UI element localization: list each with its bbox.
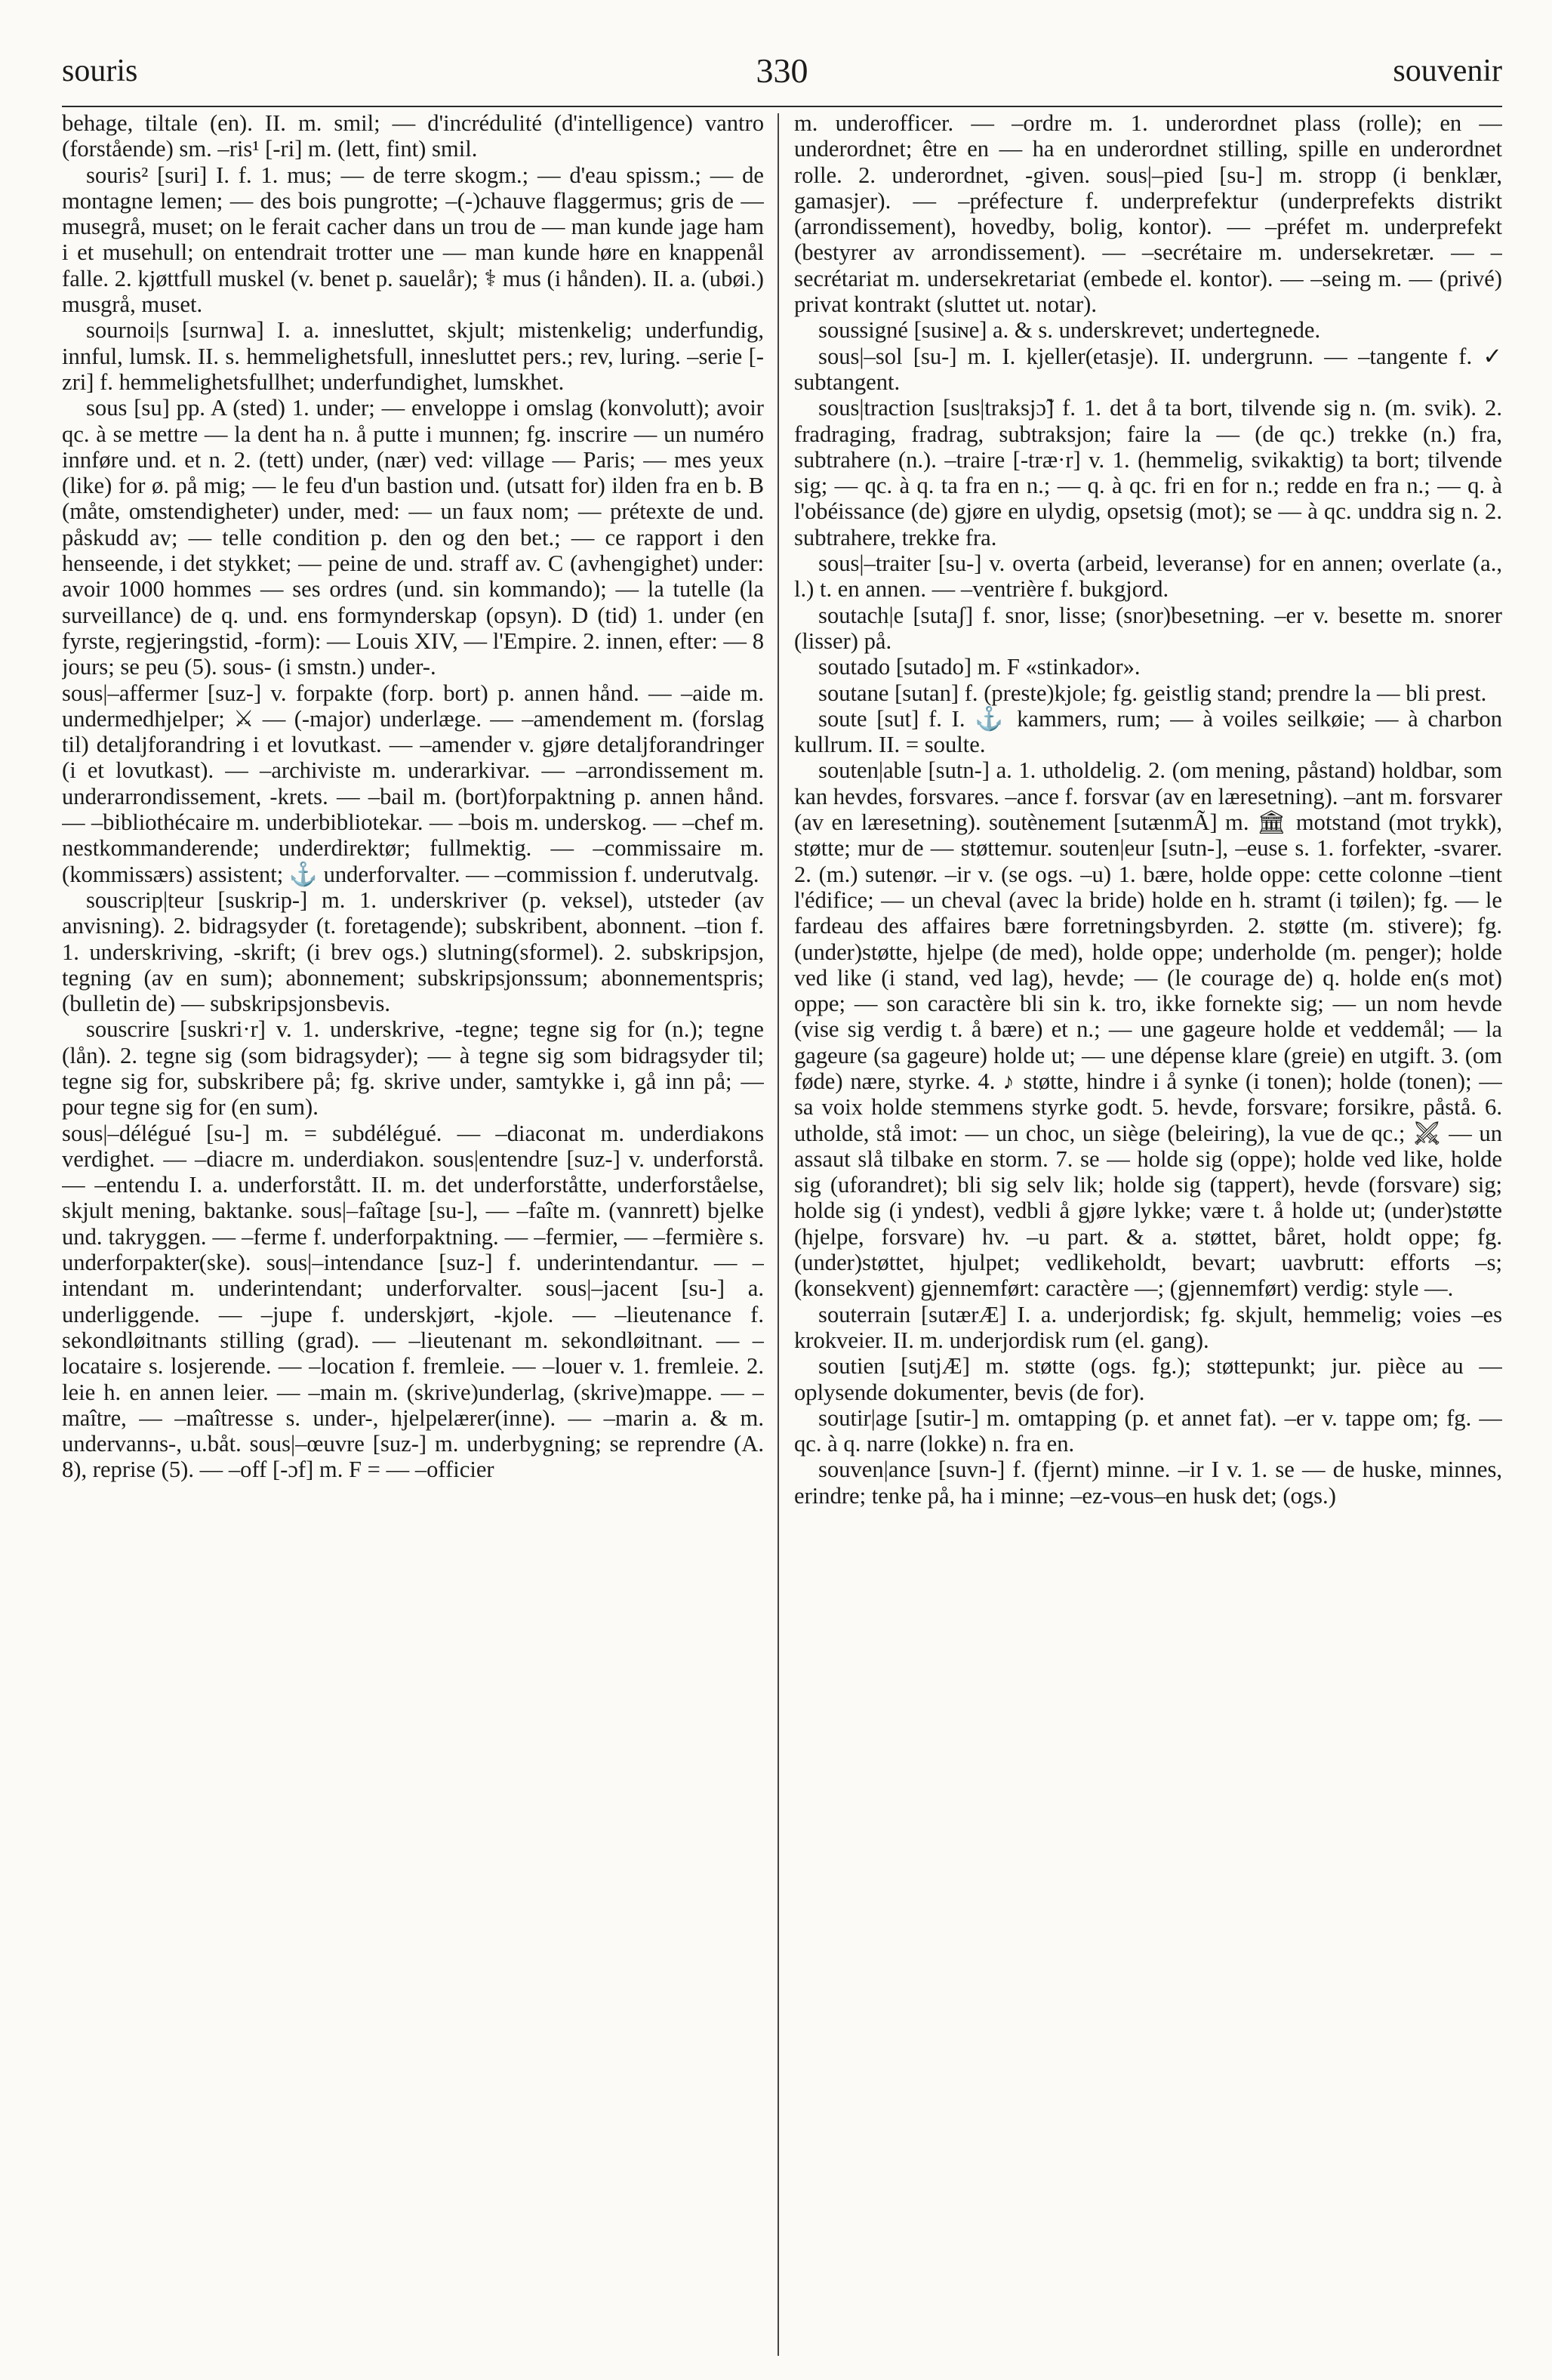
dictionary-entry: soutado [sutado] m. F «stinkador». bbox=[818, 654, 1141, 680]
dictionary-entry: souven|ance [suvn-] f. (fjernt) minne. –ir I v. 1. se — de huske, minnes, erindre; tenke på, ha i minne; –ez-vous–en husk det; (ogs.) bbox=[794, 1457, 1502, 1509]
dictionary-entry: m. underofficer. — –ordre m. 1. underordnet plass (rolle); en — underordnet; être en — ha en underordnet stilling, spille en underordnet rolle. 2. underordnet, -given. sous|–pied [su-] m. stropp (i benklær, gamasjer). — –préfecture f. underprefektur (underprefekts distrikt (arrondissement), hovedby, bolig, kontor). — –préfet m. underprefekt (bestyrer av arrondissement). — –secrétaire m. undersekretær. — –secrétariat m. undersekretariat (embede el. kontor). — –seing m. — (privé) privat kontrakt (sluttet ut. notar). bbox=[794, 110, 1502, 318]
dictionary-entry: souscrip|teur [suskrip-] m. 1. underskriver (p. veksel), utsteder (av anvisning). 2. bidragsyder (t. foretagende); subskribent, abonnent. –tion f. 1. underskriving, -skrift; (i brev ogs.) slutning(sformel). 2. subskripsjon, tegning (av en sum); abonnement; subskripsjonssum; abonnementspris; (bulletin de) — subskripsjonsbevis. bbox=[62, 886, 764, 1017]
running-header bbox=[62, 48, 1502, 94]
dictionary-entry: souterrain [sutærÆ] I. a. underjordisk; fg. skjult, hemmelig; voies –es krokveier. II. m. underjordisk rum (el. gang). bbox=[794, 1301, 1502, 1353]
dictionary-entry: soutach|e [sutaʃ] f. snor, lisse; (snor)besetning. –er v. besette m. snorer (lisser) på. bbox=[794, 602, 1502, 654]
dictionary-entry: souris² [suri] I. f. 1. mus; — de terre skogm.; — d'eau spissm.; — de montagne lemen; — des bois pungrotte; –(-)chauve flaggermus; gris de — musegrå, muset; on le ferait cacher dans un trou de — man kunde jage ham i et musehull; on entendrait trotter une — man kunde høre en knappenål falle. 2. kjøttfull muskel (v. benet p. sauelår); ⚕ mus (i hånden). II. a. (ubøi.) musgrå, muset. bbox=[62, 162, 764, 318]
page-number: 330 bbox=[756, 51, 808, 90]
header-left-guide-word: souris bbox=[62, 54, 138, 88]
column-divider bbox=[778, 113, 779, 2356]
dictionary-entry: soutane [sutan] f. (preste)kjole; fg. geistlig stand; prendre la — bli prest. bbox=[818, 680, 1487, 706]
dictionary-entry: soute [sut] f. I. ⚓ kammers, rum; — à voiles seilkøie; — à charbon kullrum. II. = soulte. bbox=[794, 705, 1502, 758]
dictionary-entry: sournoi|s [surnwa] I. a. innesluttet, skjult; mistenkelig; underfundig, innful, lumsk. II. s. hemmelighetsfull, innesluttet pers.; rev, luring. –serie [-zri] f. hemmelighetsfullhet; underfundighet, lumskhet. bbox=[62, 317, 764, 395]
dictionary-entry: sous|traction [sus|traksjɔ̃] f. 1. det å ta bort, tilvende sig n. (m. svik). 2. fradraging, fradrag, subtraksjon; faire la — (de qc.) trekke (n.) fra, subtrahere (n.). –traire [-træ·r] v. 1. (hemmelig, svikaktig) ta bort; tilvende sig; — qc. à q. ta fra en n.; — q. à qc. fri en for n.; redde en fra n.; — q. à l'obéissance (de) gjøre en ulydig, opsetsig (mot); se — à qc. unddra sig n. 2. subtrahere, trekke fra. bbox=[794, 395, 1502, 550]
dictionary-entry: sous|–délégué [su-] m. = subdélégué. — –diaconat m. underdiakons verdighet. — –diacre m. underdiakon. sous|entendre [suz-] v. underforstå. — –entendu I. a. underforstått. II. m. det underforståtte, underforståelse, skjult mening, baktanke. sous|–faîtage [su-], — –faîte m. (vannrett) bjelke und. takryggen. — –ferme f. underforpaktning. — –fermier, — –fermière s. underforpakter(ske). sous|–intendance [suz-] f. underintendantur. — –intendant m. underintendant; underforvalter. sous|–jacent [su-] a. underliggende. — –jupe f. underskjørt, -kjole. — –lieutenance f. sekondløitnants stilling (grad). — –lieutenant m. sekondløitnant. — –locataire s. losjerende. — –location f. fremleie. — –louer v. 1. fremleie. 2. leie h. en annen leier. — –main m. (skrive)underlag, (skrive)mappe. — –maître, — –maîtresse s. under-, hjelpelærer(inne). — –marin a. & m. undervanns-, u.båt. sous|–œuvre [suz-] m. underbygning; se reprendre (A. 8), reprise (5). — –off [-ɔf] m. F = — –officier bbox=[62, 1120, 764, 1483]
header-right-guide-word: souvenir bbox=[1393, 54, 1502, 88]
dictionary-entry: behage, tiltale (en). II. m. smil; — d'incrédulité (d'intelligence) vantro (forstående) sm. –ris¹ [-ri] m. (lett, fint) smil. bbox=[62, 110, 764, 162]
dictionary-entry: souten|able [sutn-] a. 1. utholdelig. 2. (om mening, påstand) holdbar, som kan hevdes, forsvares. –ance f. forsvar (av en læresetning). –ant m. forsvarer (av en læresetning). soutènement [sutænmÃ] m. 🏛 motstand (mot trykk), støtte; mur de — støttemur. souten|eur [sutn-], –euse s. 1. forfekter, -svarer. 2. (m.) sutenør. –ir v. (se ogs. –u) 1. bære, holde oppe: cette colonne –tient l'édifice; — un cheval (avec la bride) holde en h. stramt (i tøilen); fg. — le fardeau des affaires bære forretningsbyrden. 2. støtte (m. stivere); fg. (under)støtte, hjelpe (de med), holde oppe; underholde (m. penger); holde ved like (i stand, ved lag), hevde; — (le courage de) q. holde en(s mot) oppe; — son caractère bli sin k. tro, ikke fornekte sig; — un nom hevde (vise sig verdig t. å bære) et n.; — une gageure holde et veddemål; — la gageure (sa gageure) holde ut; — une dépense klare (greie) en utgift. 3. (om føde) nære, styrke. 4. ♪ støtte, hindre i å synke (i tonen); holde (tonen); — sa voix holde stemmens styrke godt. 5. hevde, forsvare; forsikre, påstå. 6. utholde, stå imot: — un choc, un siège (beleiring), la vue de qc.; ⚔ — un assaut slå tilbake en storm. 7. se — holde sig (oppe); holde ved like, holde sig (uforandret); bli sig selv lik; holde sig (tappert), hevde (forsvare) sig; holde sig (i yndest), vedbli å gjøre lykke; være t. å holde ut; (under)støtte (hjelpe, forsvare) hv. –u part. & a. støttet, båret, holdt oppe; fg. (under)støttet, hjulpet; vedlikeholdt, bevart; uavbrutt: efforts –s; (konsekvent) gjennemført: caractère —; (gjennemført) verdig: style —. bbox=[794, 757, 1502, 1302]
dictionary-entry: soutien [sutjÆ] m. støtte (ogs. fg.); støttepunkt; jur. pièce au — oplysende dokumenter, bevis (de for). bbox=[794, 1353, 1502, 1405]
dictionary-entry: soutir|age [sutir-] m. omtapping (p. et annet fat). –er v. tappe om; fg. — qc. à q. narre (lokke) n. fra en. bbox=[794, 1404, 1502, 1457]
right-column bbox=[794, 110, 1502, 2360]
header-rule bbox=[62, 106, 1502, 107]
dictionary-entry: soussigné [susiɴe] a. & s. underskrevet; undertegnede. bbox=[818, 317, 1321, 344]
dictionary-entry: souscrire [suskri·r] v. 1. underskrive, -tegne; tegne sig for (n.); tegne (lån). 2. tegne sig (som bidragsyder); — à tegne sig som bidragsyder til; tegne sig for, subskribere på; fg. skrive under, samtykke i, gå inn på; — pour tegne sig for (en sum). bbox=[62, 1016, 764, 1121]
dictionary-entry: sous [su] pp. A (sted) 1. under; — enveloppe i omslag (konvolutt); avoir qc. à se mettre — la dent ha n. å putte i munnen; fg. inscrire — un numéro innføre und. et n. 2. (tett) under, (nær) ved: village — Paris; — mes yeux (like) for ø. på mig; — le feu d'un bastion und. (utsatt for) ilden fra en b. B (måte, omstendigheter) under, med: — un faux nom; — prétexte de und. påskudd av; — telle condition p. den og den bet.; — ce rapport i den henseende, i det stykket; — peine de und. straff av. C (avhengighet) under: avoir 1000 hommes — ses ordres (und. sin kommando); — la tutelle (la surveillance) de q. und. ens formynderskap (opsyn). D (tid) 1. under (en fyrste, regjeringstid, -form): — Louis XIV, — l'Empire. 2. innen, efter: — 8 jours; se peu (5). sous- (i smstn.) under-. bbox=[62, 395, 764, 680]
dictionary-entry: sous|–affermer [suz-] v. forpakte (forp. bort) p. annen hånd. — –aide m. undermedhjelper; ⚔ — (-major) underlæge. — –amendement m. (forslag til) detaljforandring i et lovutkast. — –amender v. gjøre detaljforandringer (i et lovutkast). — –archiviste m. underarkivar. — –arrondissement m. underarrondissement, -krets. — –bail m. (bort)forpaktning p. annen hånd. — –bibliothécaire m. underbibliotekar. — –bois m. underskog. — –chef m. nestkommanderende; underdirektør; fullmektig. — –commissaire m. (kommissærs) assistent; ⚓ underforvalter. — –commission f. underutvalg. bbox=[62, 680, 764, 887]
left-column bbox=[62, 110, 764, 2360]
dictionary-entry: sous|–sol [su-] m. I. kjeller(etasje). II. undergrunn. — –tangente f. ✓ subtangent. bbox=[794, 343, 1502, 395]
dictionary-entry: sous|–traiter [su-] v. overta (arbeid, leveranse) for en annen; overlate (a., l.) t. en annen. — –ventrière f. bukgjord. bbox=[794, 550, 1502, 603]
